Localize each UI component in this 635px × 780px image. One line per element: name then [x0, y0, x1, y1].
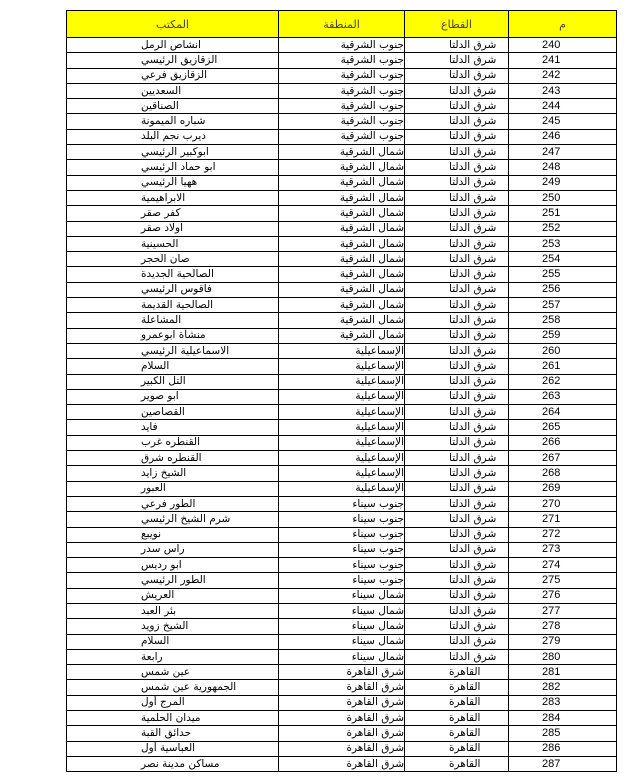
- number-cell: 250: [509, 190, 617, 205]
- region-cell: شمال سيناء: [279, 634, 405, 649]
- office-cell: عين شمس: [67, 665, 279, 680]
- table-row: [67, 328, 617, 343]
- number-cell: 276: [509, 588, 617, 603]
- table-row: [67, 573, 617, 588]
- region-cell: شمال الشرقية: [279, 221, 405, 236]
- sector-cell: شرق الدلتا: [405, 313, 509, 328]
- office-cell: القنطره شرق: [67, 451, 279, 466]
- office-cell: الطور الرئيسي: [67, 573, 279, 588]
- region-cell: جنوب الشرقية: [279, 68, 405, 83]
- region-cell: شمال الشرقية: [279, 145, 405, 160]
- region-cell: شمال الشرقية: [279, 328, 405, 343]
- region-cell: جنوب الشرقية: [279, 114, 405, 129]
- header-row: [67, 11, 617, 38]
- table-row: [67, 206, 617, 221]
- sector-cell: شرق الدلتا: [405, 99, 509, 114]
- region-cell: جنوب سيناء: [279, 527, 405, 542]
- number-cell: 264: [509, 405, 617, 420]
- number-cell: 243: [509, 83, 617, 98]
- table-row: [67, 741, 617, 756]
- region-cell: شمال الشرقية: [279, 206, 405, 221]
- office-cell: القنطره غرب: [67, 435, 279, 450]
- number-cell: 273: [509, 542, 617, 557]
- office-cell: انشاص الرمل: [67, 38, 279, 53]
- region-cell: الإسماعيلية: [279, 343, 405, 358]
- region-cell: شمال الشرقية: [279, 175, 405, 190]
- office-cell: اولاد صقر: [67, 221, 279, 236]
- number-cell: 284: [509, 711, 617, 726]
- region-cell: الإسماعيلية: [279, 420, 405, 435]
- table-row: [67, 99, 617, 114]
- number-cell: 286: [509, 741, 617, 756]
- table-row: [67, 313, 617, 328]
- sector-cell: شرق الدلتا: [405, 221, 509, 236]
- sector-cell: شرق الدلتا: [405, 252, 509, 267]
- table-row: [67, 420, 617, 435]
- office-cell: المشاعلة: [67, 313, 279, 328]
- number-cell: 252: [509, 221, 617, 236]
- table-row: [67, 267, 617, 282]
- region-cell: جنوب سيناء: [279, 512, 405, 527]
- sector-cell: شرق الدلتا: [405, 573, 509, 588]
- region-cell: شمال سيناء: [279, 603, 405, 618]
- office-cell: الاسماعيلية الرئيسي: [67, 343, 279, 358]
- sector-cell: شرق الدلتا: [405, 236, 509, 251]
- number-cell: 241: [509, 53, 617, 68]
- region-cell: الإسماعيلية: [279, 466, 405, 481]
- number-cell: 279: [509, 634, 617, 649]
- number-cell: 242: [509, 68, 617, 83]
- table-row: [67, 726, 617, 741]
- office-cell: الصالحية القديمة: [67, 298, 279, 313]
- number-cell: 254: [509, 252, 617, 267]
- region-cell: شمال الشرقية: [279, 252, 405, 267]
- office-cell: الطور فرعي: [67, 496, 279, 511]
- table-row: [67, 114, 617, 129]
- region-cell: الإسماعيلية: [279, 405, 405, 420]
- table-row: [67, 236, 617, 251]
- sector-cell: القاهرة: [405, 680, 509, 695]
- sector-cell: شرق الدلتا: [405, 481, 509, 496]
- region-cell: جنوب الشرقية: [279, 129, 405, 144]
- sector-cell: شرق الدلتا: [405, 83, 509, 98]
- header-number: م: [509, 11, 617, 38]
- number-cell: 248: [509, 160, 617, 175]
- region-cell: شمال الشرقية: [279, 190, 405, 205]
- sector-cell: شرق الدلتا: [405, 496, 509, 511]
- office-cell: ابو رديس: [67, 558, 279, 573]
- table-row: [67, 634, 617, 649]
- sector-cell: شرق الدلتا: [405, 267, 509, 282]
- table-row: [67, 711, 617, 726]
- number-cell: 259: [509, 328, 617, 343]
- spreadsheet-sheet: [66, 10, 616, 772]
- region-cell: جنوب الشرقية: [279, 38, 405, 53]
- office-cell: العباسية أول: [67, 741, 279, 756]
- region-cell: شمال سيناء: [279, 649, 405, 664]
- number-cell: 258: [509, 313, 617, 328]
- table-row: [67, 649, 617, 664]
- number-cell: 271: [509, 512, 617, 527]
- number-cell: 261: [509, 359, 617, 374]
- number-cell: 266: [509, 435, 617, 450]
- sector-cell: شرق الدلتا: [405, 435, 509, 450]
- office-cell: الشيخ زويد: [67, 619, 279, 634]
- region-cell: شمال الشرقية: [279, 267, 405, 282]
- office-cell: الصناقين: [67, 99, 279, 114]
- region-cell: جنوب سيناء: [279, 496, 405, 511]
- office-cell: العبور: [67, 481, 279, 496]
- region-cell: شرق القاهرة: [279, 680, 405, 695]
- table-row: [67, 756, 617, 771]
- sector-cell: شرق الدلتا: [405, 129, 509, 144]
- number-cell: 282: [509, 680, 617, 695]
- table-row: [67, 542, 617, 557]
- region-cell: الإسماعيلية: [279, 359, 405, 374]
- sector-cell: القاهرة: [405, 726, 509, 741]
- table-row: [67, 451, 617, 466]
- table-row: [67, 512, 617, 527]
- number-cell: 256: [509, 282, 617, 297]
- number-cell: 281: [509, 665, 617, 680]
- number-cell: 255: [509, 267, 617, 282]
- office-cell: السلام: [67, 634, 279, 649]
- header-office: المكتب: [67, 11, 279, 38]
- sector-cell: شرق الدلتا: [405, 420, 509, 435]
- number-cell: 240: [509, 38, 617, 53]
- office-cell: راس سدر: [67, 542, 279, 557]
- table-row: [67, 343, 617, 358]
- office-cell: فاقوس الرئيسي: [67, 282, 279, 297]
- table-row: [67, 588, 617, 603]
- office-cell: ههيا الرئيسي: [67, 175, 279, 190]
- table-row: [67, 282, 617, 297]
- sector-cell: شرق الدلتا: [405, 206, 509, 221]
- number-cell: 269: [509, 481, 617, 496]
- number-cell: 244: [509, 99, 617, 114]
- region-cell: جنوب الشرقية: [279, 99, 405, 114]
- table-row: [67, 145, 617, 160]
- office-cell: العريش: [67, 588, 279, 603]
- region-cell: الإسماعيلية: [279, 451, 405, 466]
- sector-cell: القاهرة: [405, 695, 509, 710]
- office-cell: الزقازيق الرئيسي: [67, 53, 279, 68]
- table-body: [67, 38, 617, 772]
- number-cell: 262: [509, 374, 617, 389]
- table-row: [67, 405, 617, 420]
- region-cell: شرق القاهرة: [279, 726, 405, 741]
- table-row: [67, 221, 617, 236]
- table-row: [67, 68, 617, 83]
- sector-cell: شرق الدلتا: [405, 68, 509, 83]
- region-cell: جنوب الشرقية: [279, 83, 405, 98]
- table-row: [67, 83, 617, 98]
- office-cell: ديرب نجم البلد: [67, 129, 279, 144]
- number-cell: 265: [509, 420, 617, 435]
- number-cell: 278: [509, 619, 617, 634]
- office-cell: شباره الميمونة: [67, 114, 279, 129]
- office-cell: صان الحجر: [67, 252, 279, 267]
- region-cell: الإسماعيلية: [279, 374, 405, 389]
- number-cell: 280: [509, 649, 617, 664]
- sector-cell: شرق الدلتا: [405, 374, 509, 389]
- office-cell: الابراهيمية: [67, 190, 279, 205]
- table-row: [67, 298, 617, 313]
- number-cell: 268: [509, 466, 617, 481]
- region-cell: شرق القاهرة: [279, 711, 405, 726]
- region-cell: شرق القاهرة: [279, 741, 405, 756]
- sector-cell: شرق الدلتا: [405, 649, 509, 664]
- table-row: [67, 665, 617, 680]
- office-cell: الحسينية: [67, 236, 279, 251]
- table-row: [67, 389, 617, 404]
- number-cell: 251: [509, 206, 617, 221]
- office-cell: الشيخ زايد: [67, 466, 279, 481]
- office-cell: القصاصين: [67, 405, 279, 420]
- table-row: [67, 435, 617, 450]
- table-row: [67, 252, 617, 267]
- region-cell: شمال الشرقية: [279, 160, 405, 175]
- number-cell: 287: [509, 756, 617, 771]
- sector-cell: شرق الدلتا: [405, 405, 509, 420]
- table-row: [67, 53, 617, 68]
- table-row: [67, 619, 617, 634]
- number-cell: 249: [509, 175, 617, 190]
- office-cell: كفر صقر: [67, 206, 279, 221]
- sector-cell: شرق الدلتا: [405, 359, 509, 374]
- office-cell: الزقازيق فرعي: [67, 68, 279, 83]
- number-cell: 267: [509, 451, 617, 466]
- sector-cell: شرق الدلتا: [405, 190, 509, 205]
- sector-cell: شرق الدلتا: [405, 542, 509, 557]
- sector-cell: القاهرة: [405, 665, 509, 680]
- office-cell: ابو صوير: [67, 389, 279, 404]
- region-cell: شرق القاهرة: [279, 756, 405, 771]
- number-cell: 285: [509, 726, 617, 741]
- table-row: [67, 496, 617, 511]
- sector-cell: شرق الدلتا: [405, 527, 509, 542]
- region-cell: جنوب سيناء: [279, 542, 405, 557]
- office-cell: نويبع: [67, 527, 279, 542]
- sector-cell: شرق الدلتا: [405, 588, 509, 603]
- number-cell: 253: [509, 236, 617, 251]
- table-header: [67, 11, 617, 38]
- number-cell: 257: [509, 298, 617, 313]
- office-cell: فايد: [67, 420, 279, 435]
- office-cell: شرم الشيخ الرئيسي: [67, 512, 279, 527]
- table-row: [67, 481, 617, 496]
- sector-cell: شرق الدلتا: [405, 466, 509, 481]
- region-cell: الإسماعيلية: [279, 435, 405, 450]
- region-cell: شمال سيناء: [279, 619, 405, 634]
- number-cell: 246: [509, 129, 617, 144]
- number-cell: 263: [509, 389, 617, 404]
- number-cell: 270: [509, 496, 617, 511]
- table-row: [67, 38, 617, 53]
- sector-cell: شرق الدلتا: [405, 558, 509, 573]
- sector-cell: شرق الدلتا: [405, 634, 509, 649]
- region-cell: جنوب سيناء: [279, 558, 405, 573]
- office-cell: السلام: [67, 359, 279, 374]
- table-row: [67, 129, 617, 144]
- sector-cell: القاهرة: [405, 741, 509, 756]
- offices-table: [66, 10, 617, 772]
- header-region: المنطقة: [279, 11, 405, 38]
- office-cell: مساكن مدينة نصر: [67, 756, 279, 771]
- sector-cell: شرق الدلتا: [405, 114, 509, 129]
- sector-cell: شرق الدلتا: [405, 175, 509, 190]
- sector-cell: شرق الدلتا: [405, 451, 509, 466]
- sector-cell: شرق الدلتا: [405, 343, 509, 358]
- table-row: [67, 175, 617, 190]
- sector-cell: شرق الدلتا: [405, 38, 509, 53]
- sector-cell: شرق الدلتا: [405, 282, 509, 297]
- table-row: [67, 374, 617, 389]
- number-cell: 245: [509, 114, 617, 129]
- region-cell: الإسماعيلية: [279, 389, 405, 404]
- office-cell: بئر العبد: [67, 603, 279, 618]
- sector-cell: شرق الدلتا: [405, 160, 509, 175]
- sector-cell: شرق الدلتا: [405, 512, 509, 527]
- sector-cell: القاهرة: [405, 756, 509, 771]
- region-cell: جنوب الشرقية: [279, 53, 405, 68]
- region-cell: الإسماعيلية: [279, 481, 405, 496]
- table-row: [67, 190, 617, 205]
- region-cell: شمال الشرقية: [279, 298, 405, 313]
- region-cell: شرق القاهرة: [279, 695, 405, 710]
- office-cell: السعديين: [67, 83, 279, 98]
- office-cell: رابعة: [67, 649, 279, 664]
- region-cell: شمال الشرقية: [279, 313, 405, 328]
- region-cell: شرق القاهرة: [279, 665, 405, 680]
- office-cell: ابو حماد الرئيسي: [67, 160, 279, 175]
- office-cell: حدائق القبة: [67, 726, 279, 741]
- office-cell: المرج أول: [67, 695, 279, 710]
- office-cell: التل الكبير: [67, 374, 279, 389]
- header-sector: القطاع: [405, 11, 509, 38]
- sector-cell: شرق الدلتا: [405, 328, 509, 343]
- region-cell: شمال الشرقية: [279, 236, 405, 251]
- office-cell: الصالحية الجديدة: [67, 267, 279, 282]
- office-cell: ابوكبير الرئيسي: [67, 145, 279, 160]
- sector-cell: شرق الدلتا: [405, 603, 509, 618]
- table-row: [67, 558, 617, 573]
- region-cell: شمال سيناء: [279, 588, 405, 603]
- table-row: [67, 160, 617, 175]
- region-cell: شمال الشرقية: [279, 282, 405, 297]
- number-cell: 274: [509, 558, 617, 573]
- number-cell: 275: [509, 573, 617, 588]
- table-row: [67, 680, 617, 695]
- table-row: [67, 695, 617, 710]
- office-cell: الجمهورية عين شمس: [67, 680, 279, 695]
- sector-cell: شرق الدلتا: [405, 298, 509, 313]
- office-cell: منشأة ابوعمرو: [67, 328, 279, 343]
- sector-cell: شرق الدلتا: [405, 145, 509, 160]
- number-cell: 283: [509, 695, 617, 710]
- table-row: [67, 466, 617, 481]
- number-cell: 277: [509, 603, 617, 618]
- table-row: [67, 359, 617, 374]
- number-cell: 260: [509, 343, 617, 358]
- table-row: [67, 603, 617, 618]
- office-cell: ميدان الحلمية: [67, 711, 279, 726]
- number-cell: 247: [509, 145, 617, 160]
- sector-cell: شرق الدلتا: [405, 389, 509, 404]
- table-row: [67, 527, 617, 542]
- sector-cell: شرق الدلتا: [405, 53, 509, 68]
- sector-cell: القاهرة: [405, 711, 509, 726]
- region-cell: جنوب سيناء: [279, 573, 405, 588]
- number-cell: 272: [509, 527, 617, 542]
- sector-cell: شرق الدلتا: [405, 619, 509, 634]
